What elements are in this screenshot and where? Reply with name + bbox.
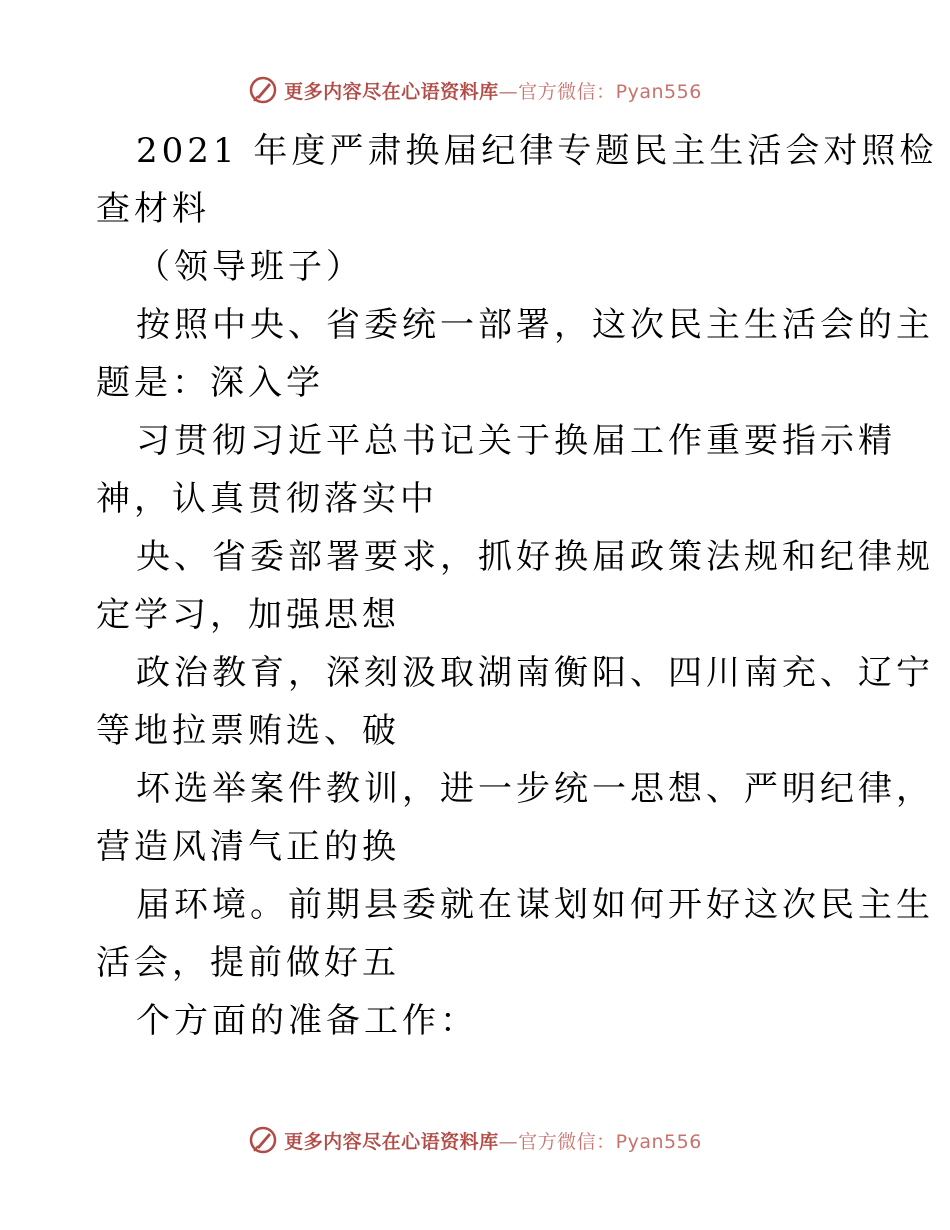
doc-line: 营造风清气正的换 — [96, 827, 400, 867]
doc-line: 政治教育，深刻汲取湖南衡阳、四川南充、辽宁 — [136, 653, 934, 693]
doc-line: 按照中央、省委统一部署，这次民主生活会的主 — [136, 305, 934, 345]
banner-wechat: 官方微信：Pyan556 — [518, 1130, 702, 1153]
doc-line: 届环境。前期县委就在谋划如何开好这次民主生 — [136, 885, 934, 925]
doc-line: （领导班子） — [136, 247, 364, 287]
doc-line: 题是：深入学 — [96, 363, 324, 403]
banner-brand: 更多内容尽在心语资料库 — [284, 80, 499, 103]
doc-line: 定学习，加强思想 — [96, 595, 400, 635]
doc-line: 活会，提前做好五 — [96, 943, 400, 983]
doc-line: 查材料 — [96, 189, 210, 229]
document-body — [96, 122, 938, 1050]
doc-line: 习贯彻习近平总书记关于换届工作重要指示精 — [136, 421, 896, 461]
doc-line: 坏选举案件教训，进一步统一思想、严明纪律， — [136, 769, 934, 809]
doc-line: 神，认真贯彻落实中 — [96, 479, 438, 519]
quill-logo-icon — [248, 1125, 278, 1155]
banner-brand: 更多内容尽在心语资料库 — [284, 1130, 499, 1153]
doc-line: 个方面的准备工作： — [136, 1001, 478, 1041]
banner-separator: — — [498, 80, 519, 103]
header-banner — [0, 73, 950, 107]
banner-text — [284, 1127, 702, 1154]
quill-logo-icon — [248, 75, 278, 105]
doc-line: 等地拉票贿选、破 — [96, 711, 400, 751]
doc-line: 2021 年度严肃换届纪律专题民主生活会对照检 — [136, 131, 938, 171]
banner-text — [284, 77, 702, 104]
banner-separator: — — [498, 1130, 519, 1153]
footer-banner — [0, 1123, 950, 1157]
banner-wechat: 官方微信：Pyan556 — [518, 80, 702, 103]
doc-line: 央、省委部署要求，抓好换届政策法规和纪律规 — [136, 537, 934, 577]
